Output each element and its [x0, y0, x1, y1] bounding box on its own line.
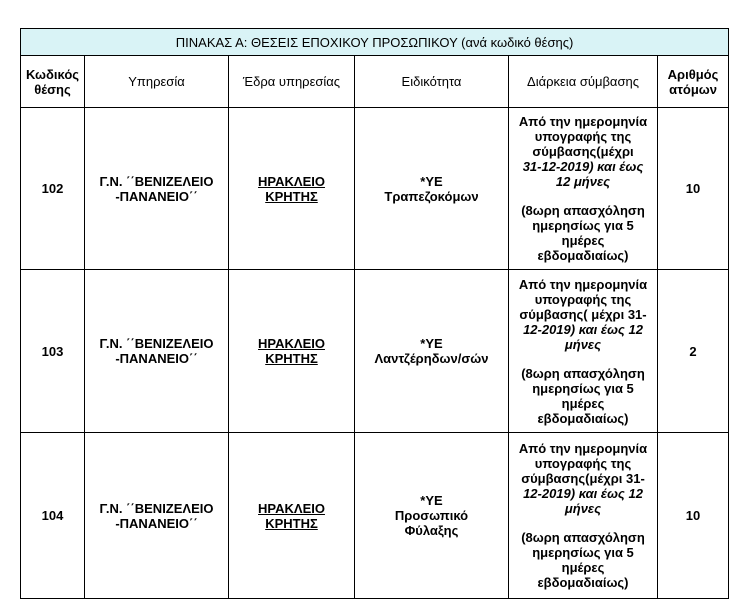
specialty-line1: *ΥΕ: [420, 173, 443, 189]
seat-line1: ΗΡΑΚΛΕΙΟ: [258, 173, 325, 189]
header-service: Υπηρεσία: [85, 56, 229, 108]
cell-count: 10: [658, 433, 729, 599]
service-line2: -ΠΑΝΑΝΕΙΟ΄΄: [115, 351, 198, 366]
cell-seat: [229, 270, 355, 433]
duration-line9: εβδομαδιαίως): [537, 575, 629, 590]
duration-line8: ημέρες: [561, 395, 605, 411]
seat-line2: ΚΡΗΤΗΣ: [265, 188, 318, 204]
header-count-line2: ατόμων: [669, 81, 717, 97]
cell-count: 10: [658, 108, 729, 270]
service-line2: -ΠΑΝΑΝΕΙΟ΄΄: [115, 515, 198, 531]
cell-code: 103: [21, 270, 85, 433]
duration-line9: εβδομαδιαίως): [537, 410, 629, 426]
duration-line1: Από την ημερομηνία: [518, 441, 648, 456]
header-row: [21, 56, 729, 108]
duration-line1: Από την ημερομηνία: [518, 114, 648, 129]
header-code: [21, 56, 85, 108]
specialty-line3: Φύλαξης: [404, 523, 459, 538]
duration-line2: υπογραφής της: [534, 129, 632, 144]
duration-line2: υπογραφής της: [534, 291, 632, 307]
service-line2: -ΠΑΝΑΝΕΙΟ΄΄: [115, 188, 198, 204]
header-duration: Διάρκεια σύμβασης: [509, 56, 658, 108]
seat-line1: ΗΡΑΚΛΕΙΟ: [258, 336, 325, 351]
cell-service: [85, 270, 229, 433]
duration-line7: ημερησίως για 5: [532, 218, 634, 233]
duration-line8: ημέρες: [561, 233, 605, 248]
cell-code: 104: [21, 433, 85, 599]
table-title-row: [21, 29, 729, 56]
seat-line2: ΚΡΗΤΗΣ: [265, 351, 318, 366]
specialty-line2: Τραπεζοκόμων: [384, 188, 479, 204]
specialty-line1: *ΥΕ: [420, 493, 443, 508]
cell-duration: [509, 433, 658, 599]
duration-line5: 12 μήνες: [555, 174, 611, 189]
table-row: [21, 108, 729, 270]
duration-line1: Από την ημερομηνία: [518, 276, 648, 292]
header-count: [658, 56, 729, 108]
duration-line3: σύμβασης(μέχρι: [532, 144, 634, 159]
specialty-line1: *ΥΕ: [420, 336, 443, 351]
cell-specialty: [355, 433, 509, 599]
cell-code: 102: [21, 108, 85, 270]
specialty-line2: Λαντζέρηδων/σών: [374, 351, 489, 366]
service-line1: Γ.Ν. ΄΄ΒΕΝΙΖΕΛΕΙΟ: [99, 173, 214, 189]
duration-line6: (8ωρη απασχόληση: [521, 203, 645, 218]
duration-line8: ημέρες: [561, 560, 605, 575]
cell-duration: [509, 270, 658, 433]
cell-service: [85, 108, 229, 270]
table-title: ΠΙΝΑΚΑΣ Α: ΘΕΣΕΙΣ ΕΠΟΧΙΚΟΥ ΠΡΟΣΩΠΙΚΟΥ (ανά κωδικό θέσης): [21, 29, 729, 56]
duration-line4: 12-2019) και έως 12: [523, 321, 643, 337]
table-row: [21, 433, 729, 599]
specialty-line2: Προσωπικό: [394, 508, 469, 523]
duration-line6: (8ωρη απασχόληση: [521, 365, 645, 381]
header-code-line1: Κωδικός: [25, 66, 80, 82]
duration-line6: (8ωρη απασχόληση: [521, 530, 645, 545]
service-line1: Γ.Ν. ΄΄ΒΕΝΙΖΕΛΕΙΟ: [99, 500, 214, 516]
duration-line5: μήνες: [564, 501, 602, 516]
seat-line2: ΚΡΗΤΗΣ: [265, 515, 318, 531]
cell-specialty: [355, 270, 509, 433]
cell-specialty: [355, 108, 509, 270]
duration-line3: σύμβασης( μέχρι 31-: [519, 306, 647, 322]
header-count-line1: Αριθμός: [667, 66, 719, 82]
duration-line3: σύμβασης(μέχρι 31-: [521, 471, 645, 486]
table-row: [21, 270, 729, 433]
header-seat: Έδρα υπηρεσίας: [229, 56, 355, 108]
cell-count: 2: [658, 270, 729, 433]
duration-line9: εβδομαδιαίως): [537, 248, 629, 263]
positions-table: [20, 28, 729, 599]
seat-line1: ΗΡΑΚΛΕΙΟ: [258, 500, 325, 516]
cell-duration: [509, 108, 658, 270]
header-code-line2: θέσης: [34, 81, 71, 97]
service-line1: Γ.Ν. ΄΄ΒΕΝΙΖΕΛΕΙΟ: [99, 336, 214, 351]
cell-seat: [229, 108, 355, 270]
duration-line4: 31-12-2019) και έως: [522, 159, 644, 174]
duration-line4: 12-2019) και έως 12: [523, 486, 643, 501]
duration-line7: ημερησίως για 5: [532, 380, 634, 396]
cell-service: [85, 433, 229, 599]
header-specialty: Ειδικότητα: [355, 56, 509, 108]
duration-line5: μήνες: [564, 336, 602, 352]
duration-line2: υπογραφής της: [534, 456, 632, 471]
cell-seat: [229, 433, 355, 599]
duration-line7: ημερησίως για 5: [532, 545, 634, 560]
